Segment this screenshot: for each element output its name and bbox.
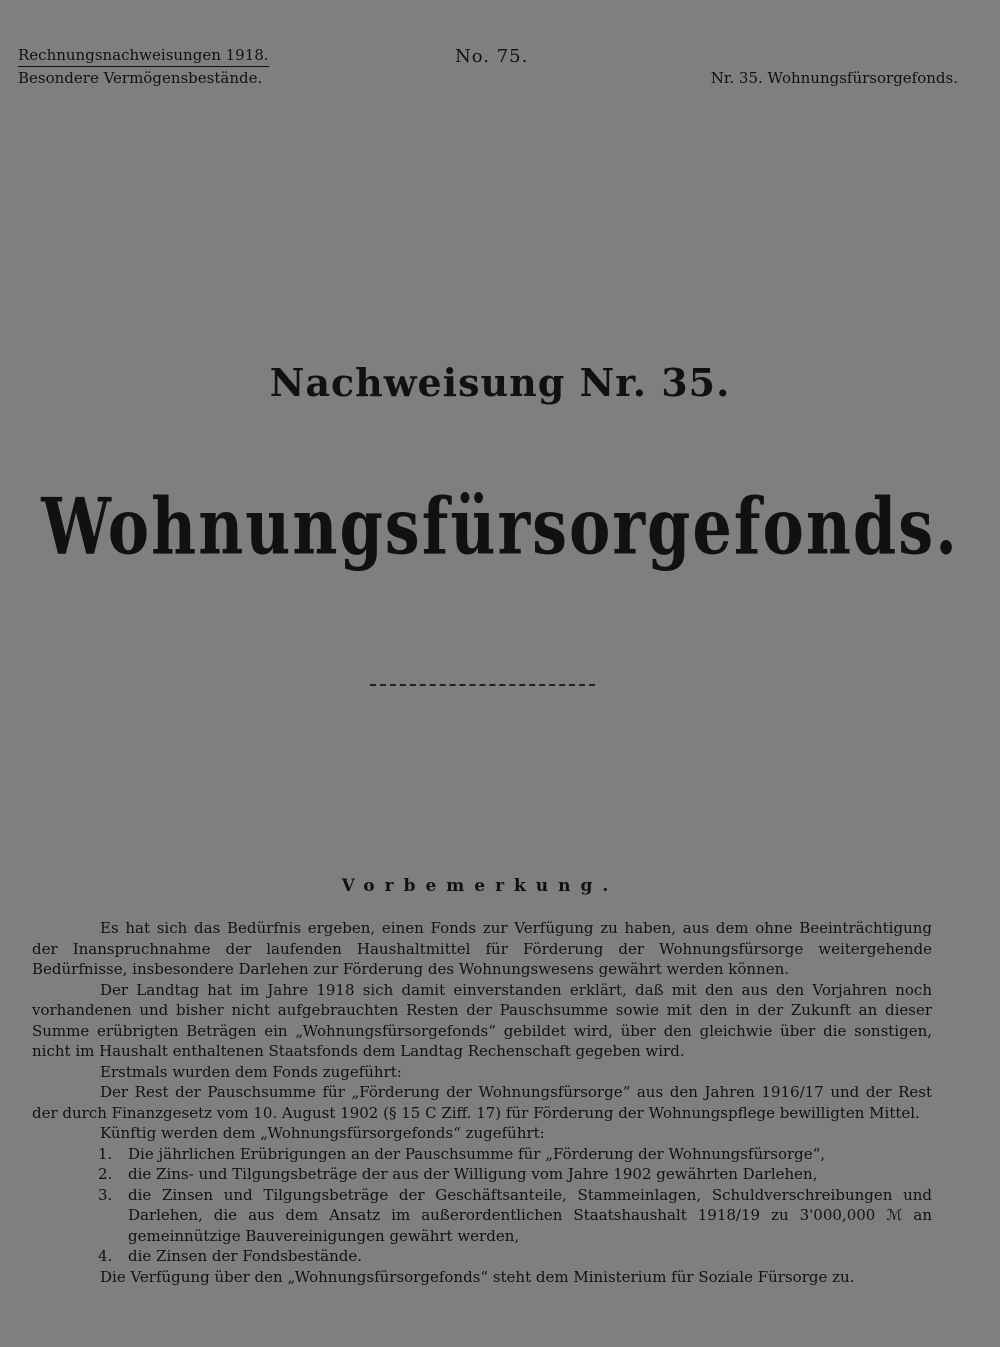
page-main-heading: Wohnungsfürsorgefonds.: [41, 480, 959, 573]
paragraph-1: Es hat sich das Bedürfnis ergeben, einen Fonds zur Verfügung zu haben, aus dem ohne Beeinträchtigung der Inanspruchnahme der laufenden Haushaltmittel für Förderung der Wohnungsfürsorge weitergehende Bedürfnisse, insbesondere Darlehen zur Förderung des Wohnungswesens gewährt werden können.: [32, 919, 932, 978]
paragraph-3: Erstmals wurden dem Fonds zugeführt:: [100, 1062, 402, 1081]
list-item-number: 2.: [98, 1165, 113, 1183]
list-item-number: 3.: [98, 1185, 113, 1204]
paragraph-6: Die Verfügung über den „Wohnungsfürsorgefonds“ steht dem Ministerium für Soziale Fürsorge zu.: [100, 1267, 855, 1286]
list-item-text: die Zinsen und Tilgungsbeträge der Geschäftsanteile, Stammeinlagen, Schuldverschreibungen und Darlehen, die aus dem Ansatz im außerordentlichen Staatshaushalt 1918/19 zu 3'000,000 ℳ an gemeinnützige Bauvereinigungen gewährt werden,: [128, 1185, 932, 1245]
header-section-title: Besondere Vermögensbestände.: [18, 69, 263, 87]
header-number: No. 75.: [455, 46, 529, 67]
list-item-number: 1.: [98, 1144, 113, 1163]
list-item: [32, 1246, 932, 1267]
remark-body: [32, 918, 932, 1287]
list-item-text: die Zinsen der Fondsbestände.: [128, 1247, 362, 1265]
header-left: [18, 44, 269, 89]
list-item: [32, 1185, 932, 1247]
paragraph-4: Der Rest der Pauschsumme für „Förderung der Wohnungsfürsorge“ aus den Jahren 1916/17 und der Rest der durch Finanzgesetz vom 10. August 1902 (§ 15 C Ziff. 17) für Förderung der Wohnungspflege bewilligten Mittel.: [32, 1083, 932, 1122]
list-item-number: 4.: [98, 1247, 113, 1265]
header-right-title: Nr. 35. Wohnungsfürsorgefonds.: [710, 69, 958, 87]
page-title: Nachweisung Nr. 35.: [269, 360, 731, 405]
paragraph-2: Der Landtag hat im Jahre 1918 sich damit einverstanden erklärt, daß mit den aus den Vorjahren noch vorhandenen und bisher nicht aufgebrauchten Resten der Pauschsumme sowie mit den in der Zukunft an dieser Summe erübrigten Beträgen ein „Wohnungsfürsorgefonds“ gebildet wird, über den gleichwie über die sonstigen, nicht im Haushalt enthaltenen Staatsfonds dem Landtag Rechenschaft gegeben wird.: [32, 980, 932, 1060]
remark-heading: Vorbemerkung.: [341, 876, 619, 896]
title-divider: [370, 684, 595, 686]
list-item-text: die Zins- und Tilgungsbeträge der aus der Willigung vom Jahre 1902 gewährten Darlehen,: [128, 1165, 818, 1183]
list-item: [32, 1164, 932, 1185]
list-item: [32, 1144, 932, 1165]
funding-list: [32, 1144, 932, 1267]
paragraph-5: Künftig werden dem „Wohnungsfürsorgefonds“ zugeführt:: [100, 1124, 545, 1142]
list-item-text: Die jährlichen Erübrigungen an der Pauschsumme für „Förderung der Wohnungsfürsorge“,: [128, 1144, 826, 1163]
header-series-title: Rechnungsnachweisungen 1918.: [18, 44, 269, 67]
